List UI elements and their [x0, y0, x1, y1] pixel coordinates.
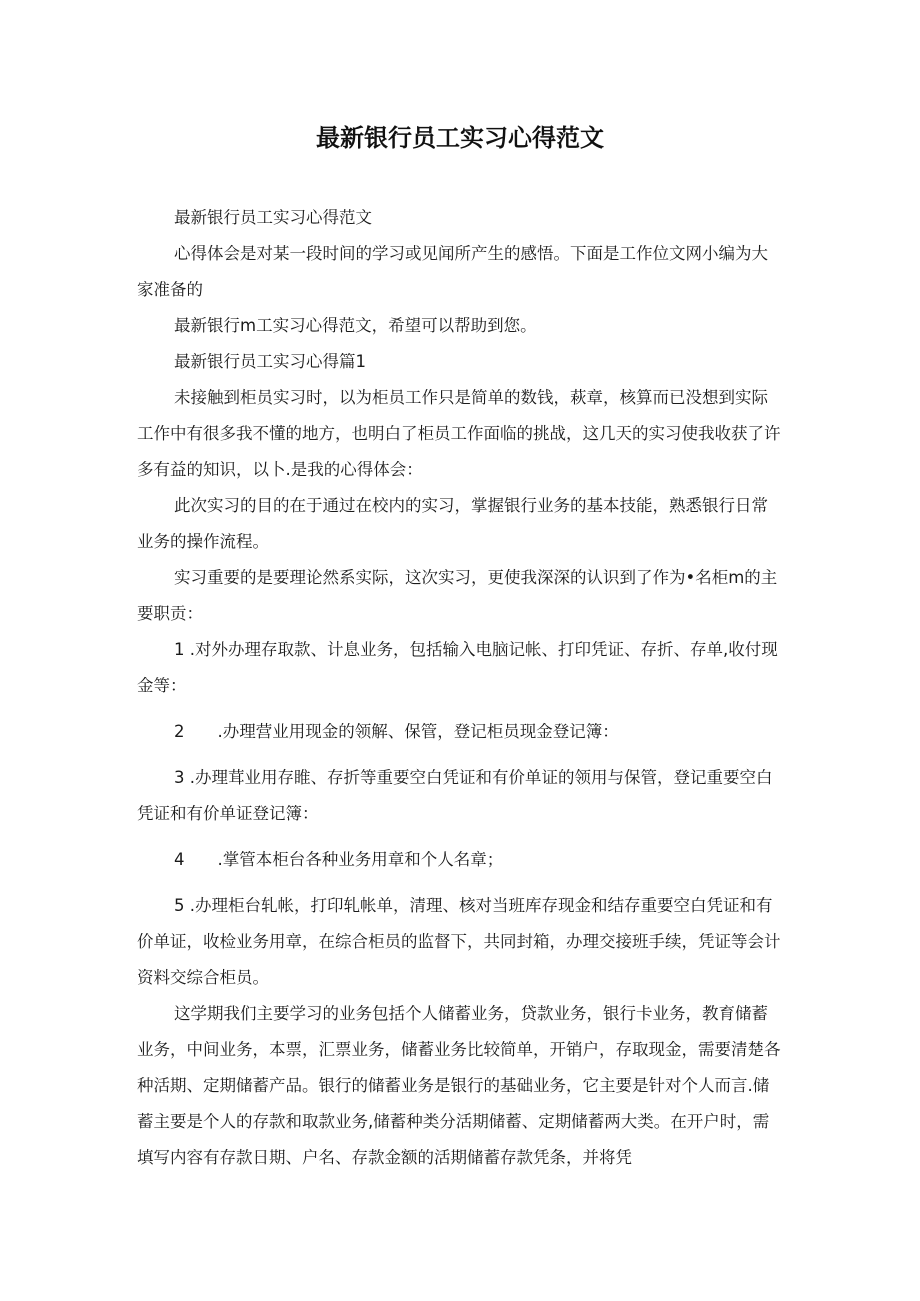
- paragraph-section-heading: 最新银行员工实习心得篇1: [174, 352, 366, 371]
- paragraph-intro-continued: 最新银行m工实习心得范文，希望可以帮助到您。: [174, 316, 537, 335]
- paragraph-purpose: 此次实习的目的在于通过在校内的实习，掌握银行业务的基本技能，熟悉银行日常业务的操作流程。: [137, 496, 768, 551]
- paragraph-heading-repeat: 最新银行员工实习心得范文: [174, 208, 372, 227]
- list-item-duty-3: 3 .办理茸业用存睢、存折等重要空白凭证和有价单证的领用与保管，登记重要空白凭证和有价单证登记簿：: [137, 768, 773, 823]
- paragraph-semester-business: 这学期我们主要学习的业务包括个人储蓄业务，贷款业务，银行卡业务，教育储蓄业务，中间业务，本票，汇票业务，储蓄业务比较简单，开销户，存取现金，需要清楚各种活期、定期储蓄产品。银行的储蓄业务是银行的基础业务，它主要是针对个人而言.储蓄主要是个人的存款和取款业务,储蓄种类分活期储蓄、定期储蓄两大类。在开户时，需填写内容有存款日期、户名、存款金额的活期储蓄存款凭条，并将凭: [137, 1004, 781, 1167]
- paragraph-duties-intro: 实习重要的是要理论然系实际，这次实习，更使我深深的认识到了作为•名柜m的主要职贡：: [137, 568, 778, 623]
- paragraph-intro: 心得体会是对某一段时间的学习或见闻所产生的感悟。下面是工作位文网小编为大家准备的: [137, 244, 768, 299]
- list-item-duty-5: 5 .办理柜台轧帐，打印轧帐单，清理、核对当班库存现金和结存重要空白凭证和有价单证，收检业务用章，在综合柜员的监督下，共同封箱，办理交接班手续，凭证等会计资料交综合柜员。: [137, 896, 781, 987]
- list-item-duty-4: 4 .掌管本柜台各种业务用章和个人名章；: [174, 850, 504, 869]
- list-item-duty-2: 2 .办理营业用现金的领解、保管，登记柜员现金登记簿：: [174, 722, 619, 741]
- list-item-duty-1: 1 .对外办理存取款、计息业务，包括输入电脑记帐、打印凭证、存折、存单,收付现金等：: [137, 640, 778, 695]
- document-title: 最新银行员工实习心得范文: [316, 124, 604, 152]
- paragraph-first-impression: 未接触到柜员实习时，以为柜员工作只是简单的数钱，萩章，核算而已没想到实际工作中有很多我不懂的地方，也明白了柜员工作面临的挑战，这几天的实习使我收获了许多有益的知识，以卜.是我的心得体会：: [137, 388, 781, 479]
- document-body: [137, 200, 783, 1176]
